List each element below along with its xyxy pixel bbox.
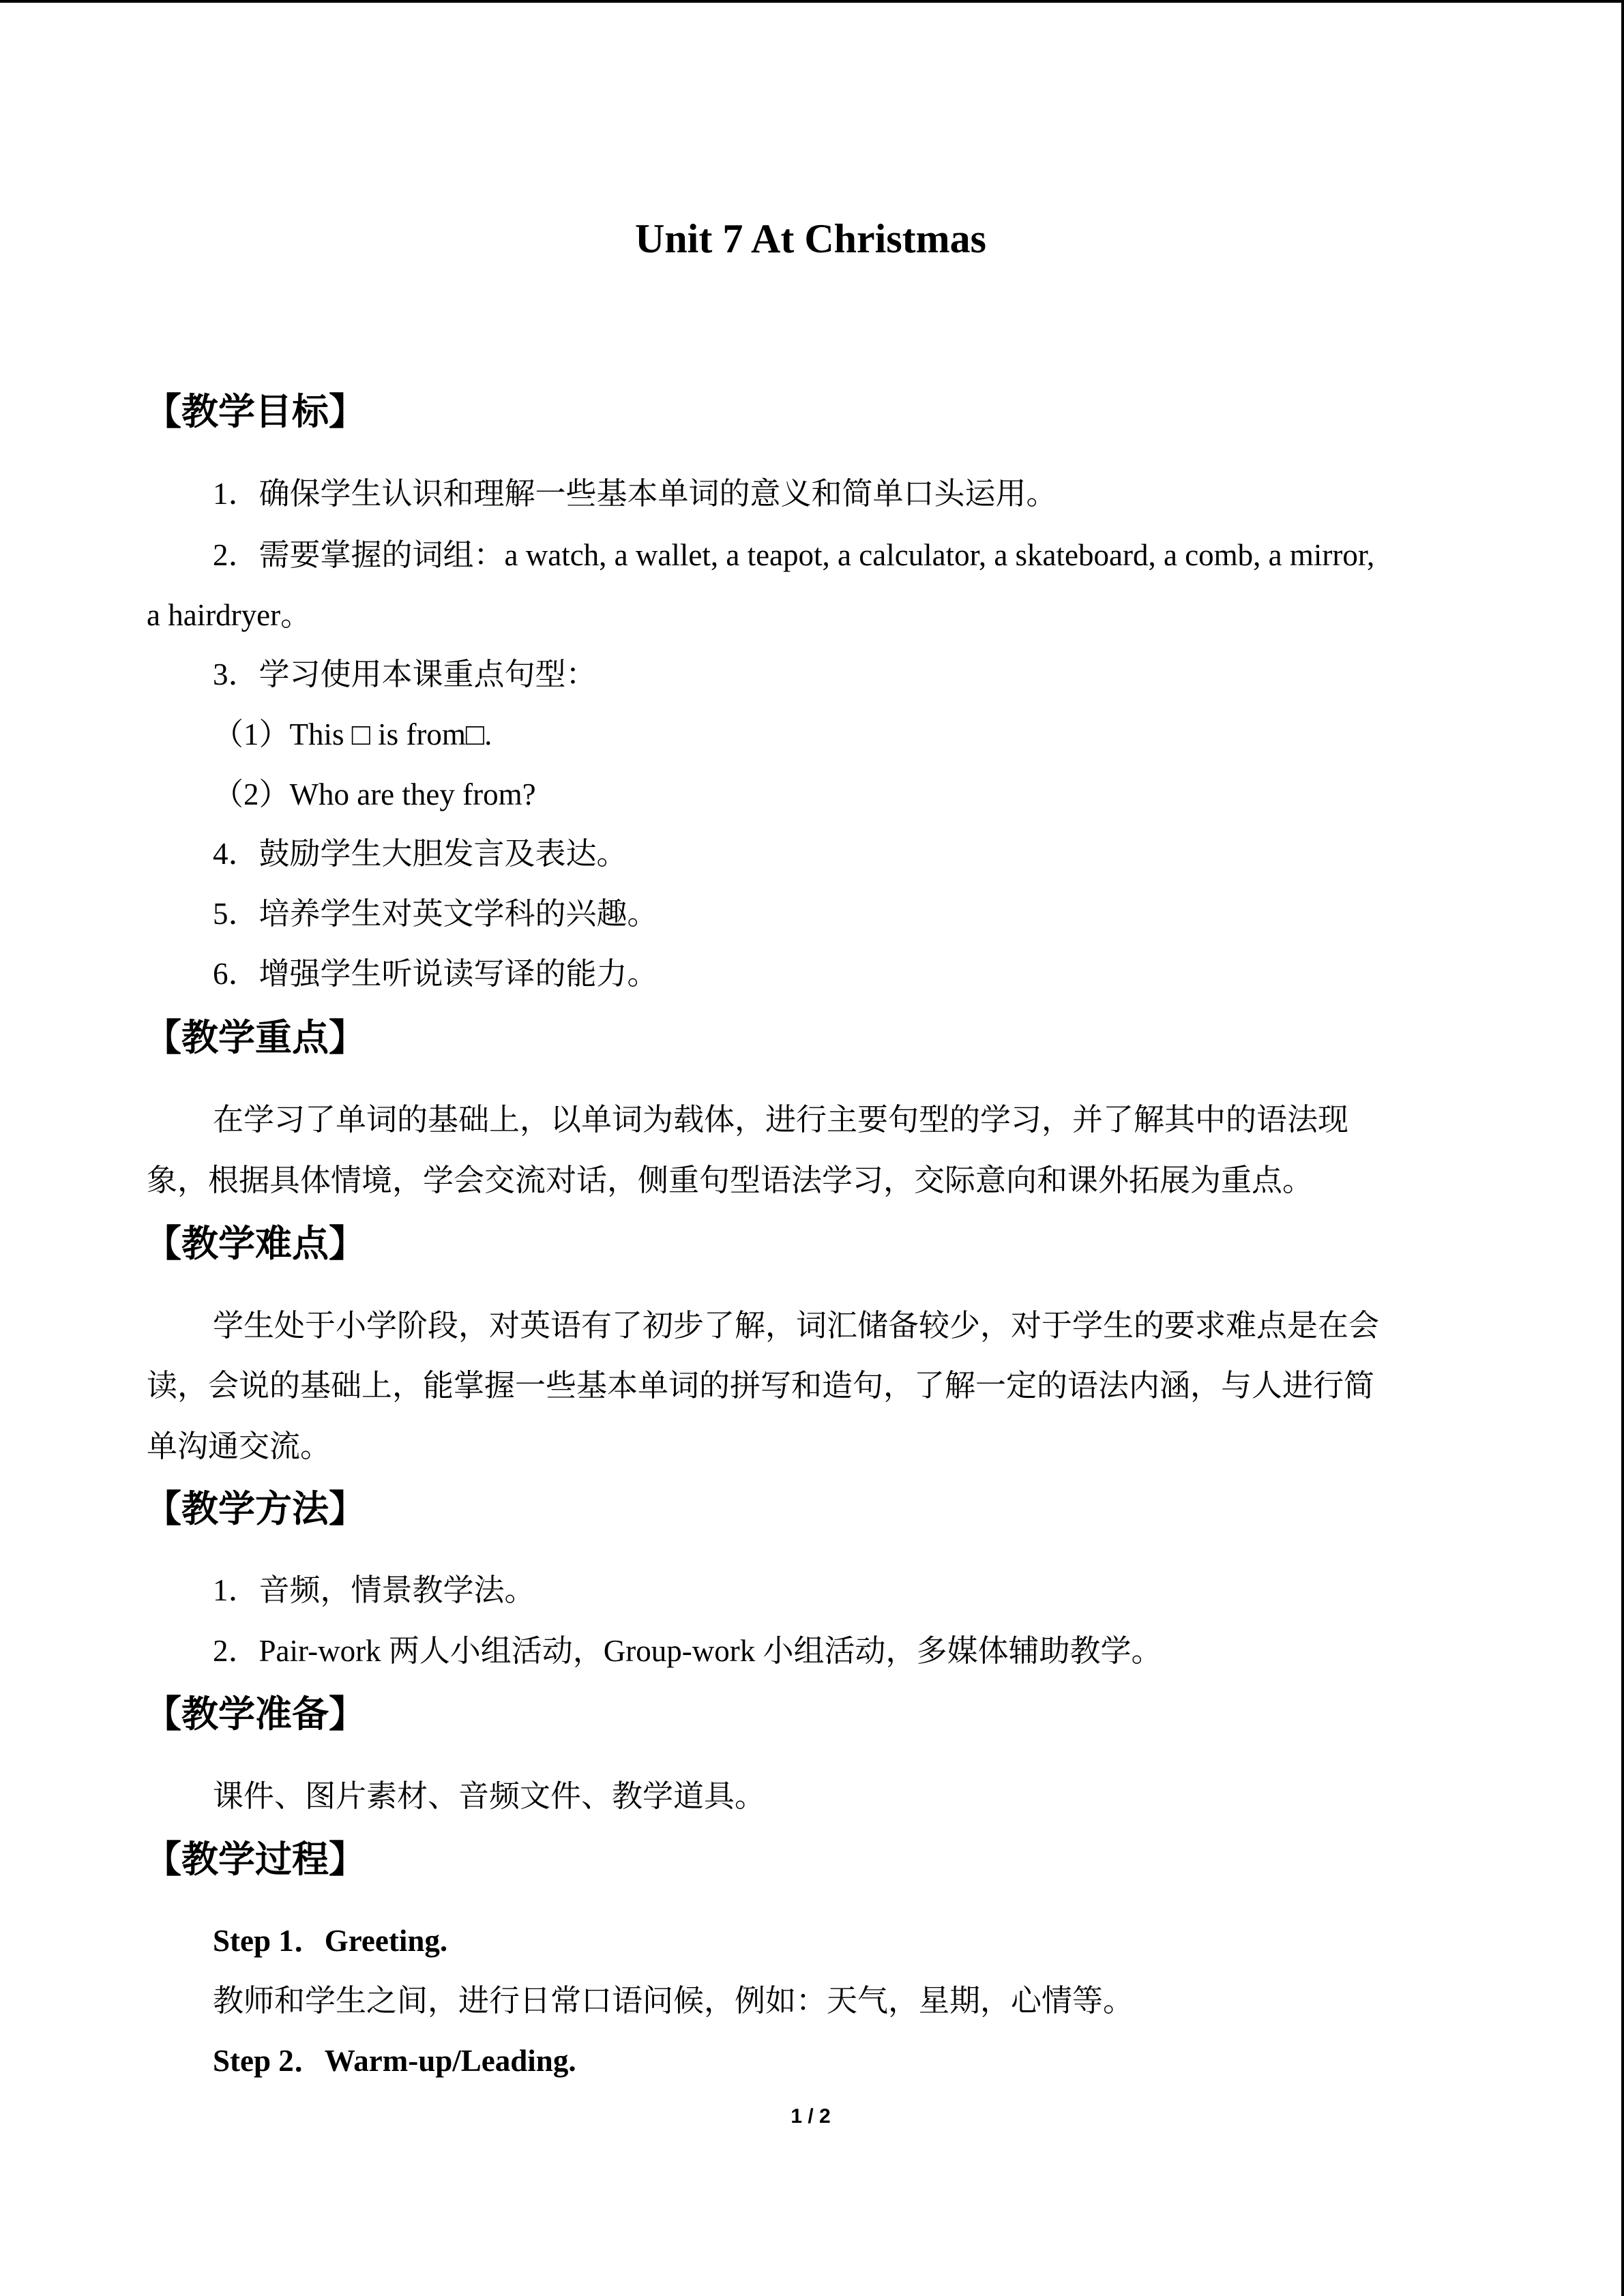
section-heading-objectives: 【教学目标】 — [145, 391, 366, 432]
section-heading-methods: 【教学方法】 — [145, 1489, 366, 1530]
section-heading-process: 【教学过程】 — [145, 1839, 366, 1880]
section-heading-preparation: 【教学准备】 — [145, 1694, 366, 1735]
objective-item-continued: a hairdryer。 — [147, 598, 312, 632]
paragraph-line: 在学习了单词的基础上，以单词为载体，进行主要句型的学习，并了解其中的语法现 — [213, 1103, 1349, 1137]
step-title: Step 1．Greeting. — [213, 1924, 448, 1958]
method-item: 1．音频，情景教学法。 — [213, 1573, 535, 1607]
section-heading-difficulties: 【教学难点】 — [145, 1223, 366, 1264]
objective-item: 3．学习使用本课重点句型： — [213, 657, 597, 691]
objective-item: 6．增强学生听说读写译的能力。 — [213, 957, 658, 991]
section-heading-key-points: 【教学重点】 — [145, 1017, 366, 1058]
objective-item: 4．鼓励学生大胆发言及表达。 — [213, 837, 628, 871]
objective-item: 2．需要掌握的词组：a watch, a wallet, a teapot, a calculator, a skateboard, a comb, a mirror, — [213, 538, 1375, 572]
paragraph-line: 单沟通交流。 — [147, 1429, 331, 1463]
document-title: Unit 7 At Christmas — [634, 216, 986, 261]
paragraph-line: 象，根据具体情境，学会交流对话，侧重句型语法学习，交际意向和课外拓展为重点。 — [147, 1163, 1314, 1197]
sentence-pattern-item: （1）This □ is from□. — [213, 717, 492, 751]
sentence-pattern-item: （2）Who are they from? — [213, 777, 536, 811]
objective-item: 1．确保学生认识和理解一些基本单词的意义和简单口头运用。 — [213, 477, 1057, 511]
page-number: 1 / 2 — [791, 2105, 831, 2128]
paragraph-line: 课件、图片素材、音频文件、教学道具。 — [213, 1779, 766, 1813]
step-title: Step 2．Warm-up/Leading. — [213, 2044, 576, 2078]
objective-item: 5．培养学生对英文学科的兴趣。 — [213, 897, 658, 931]
paragraph-line: 读，会说的基础上，能掌握一些基本单词的拼写和造句，了解一定的语法内涵，与人进行简 — [147, 1369, 1375, 1403]
paragraph-line: 学生处于小学阶段，对英语有了初步了解，词汇储备较少，对于学生的要求难点是在会 — [213, 1309, 1380, 1343]
method-item: 2．Pair-work 两人小组活动，Group-work 小组活动，多媒体辅助教学。 — [213, 1634, 1162, 1668]
step-text: 教师和学生之间，进行日常口语问候，例如：天气，星期，心情等。 — [213, 1984, 1134, 2018]
